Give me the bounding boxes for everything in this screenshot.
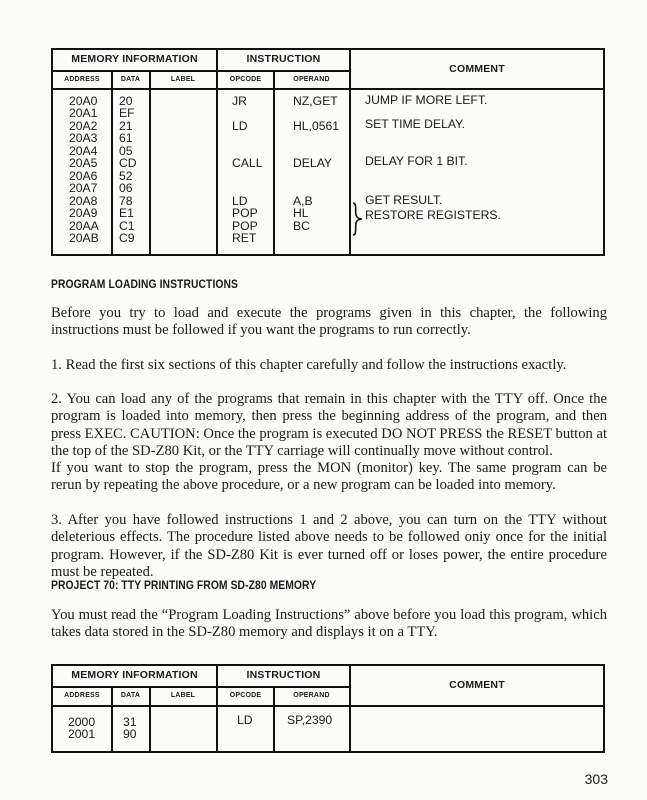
data-cell: 78 [119,194,133,208]
data-cell: 20 [119,94,133,108]
divider [53,705,603,707]
operand-column-header: OPERAND [293,692,330,699]
opcode-cell: LD [237,713,253,727]
address-cell: 20A0 [69,94,98,108]
data-cell: E1 [119,206,134,220]
operand-cell: HL [293,206,309,220]
address-cell: 20A3 [69,131,98,145]
memory-information-header: MEMORY INFORMATION [71,53,198,65]
address-cell: 20A5 [69,156,98,170]
data-cell: C9 [119,231,135,245]
comment-cell: SET TIME DELAY. [365,117,466,131]
opcode-cell: RET [232,231,257,245]
section-heading-program-loading: PROGRAM LOADING INSTRUCTIONS [51,277,239,291]
comment-cell: RESTORE REGISTERS. [365,208,501,222]
address-cell: 20A9 [69,206,98,220]
opcode-cell: LD [232,194,248,208]
data-cell: 52 [119,169,133,183]
address-cell: 2001 [68,727,96,741]
paragraph: If you want to stop the program, press the MON (monitor) key. The same program can be rerun by repeating the above procedure, or a new program can be loaded into memory. [51,460,607,494]
operand-cell: HL,0561 [293,119,340,133]
label-column-header: LABEL [170,76,196,83]
address-cell: 20A6 [69,169,98,183]
address-cell: 20A8 [69,194,98,208]
label-column-header: LABEL [170,692,196,699]
opcode-cell: JR [232,94,247,108]
divider [273,70,275,256]
data-cell: 61 [119,131,133,145]
comment-cell: DELAY FOR 1 BIT. [365,154,468,168]
data-cell: EF [119,106,135,120]
data-cell: 21 [119,119,133,133]
instruction-header: INSTRUCTION [246,669,321,681]
program-listing-table-2 [51,664,605,753]
data-column-header: DATA [120,692,141,699]
divider [53,88,603,90]
address-cell: 20A1 [69,106,98,120]
paragraph: Before you try to load and execute the programs given in this chapter, the following instructions must be followed if you want the programs to run correctly. [51,305,607,339]
operand-cell: NZ,GET [293,94,338,108]
data-cell: CD [119,156,137,170]
curly-brace-icon [351,202,363,236]
data-column-header: DATA [120,76,141,83]
address-cell: 2000 [68,715,96,729]
address-cell: 20A2 [69,119,98,133]
data-cell: C1 [119,219,135,233]
divider [111,70,113,256]
opcode-cell: LD [232,119,248,133]
section-heading-project-70: PROJECT 70: TTY PRINTING FROM SD-Z80 MEMORY [51,578,317,592]
opcode-column-header: OPCODE [229,692,262,699]
opcode-cell: POP [232,206,258,220]
data-cell: 06 [119,181,133,195]
operand-column-header: OPERAND [293,76,330,83]
data-cell: 05 [119,144,133,158]
operand-cell: BC [293,219,310,233]
program-listing-table-1 [51,48,605,256]
divider [53,70,350,72]
address-column-header: ADDRESS [64,692,100,699]
operand-cell: A,B [293,194,313,208]
comment-header: COMMENT [449,679,505,691]
instruction-header: INSTRUCTION [246,53,321,65]
opcode-cell: CALL [232,156,263,170]
comment-cell: JUMP IF MORE LEFT. [365,93,488,107]
operand-cell: DELAY [293,156,333,170]
operand-cell: SP,2390 [287,713,333,727]
address-cell: 20A4 [69,144,98,158]
paragraph-instruction-1: 1. Read the first six sections of this chapter carefully and follow the instructions exactly. [51,357,567,373]
opcode-cell: POP [232,219,258,233]
data-cell: 90 [123,727,137,741]
address-cell: 20AA [69,219,99,233]
address-cell: 20AB [69,231,99,245]
address-column-header: ADDRESS [64,76,100,83]
comment-cell: GET RESULT. [365,193,443,207]
address-cell: 20A7 [69,181,98,195]
opcode-column-header: OPCODE [229,76,262,83]
page-number: 303 [584,771,608,787]
data-cell: 31 [123,715,137,729]
paragraph-instruction-3: 3. After you have followed instructions 1 and 2 above, you can turn on the TTY without deleterious effects. The procedure listed above needs to be followed oniy once for the initial program. However, if the SD-Z80 Kit is ever turned off or loses power, the entire procedure must be repeated. [51,512,607,581]
memory-information-header: MEMORY INFORMATION [71,669,198,681]
comment-header: COMMENT [449,63,505,75]
divider [149,70,151,256]
paragraph: You must read the “Program Loading Instructions” above before you load this program, which takes data stored in the SD-Z80 memory and displays it on a TTY. [51,607,607,641]
divider [53,686,350,688]
paragraph-instruction-2: 2. You can load any of the programs that remain in this chapter with the TTY off. Once the program is loaded into memory, then press the beginning address of the program, and then press EXEC. CAUTION: Once the program is executed DO NOT PRESS the RESET button at the top of the SD-Z80 Kit, or the TTY carriage will continually move without control. [51,391,607,460]
